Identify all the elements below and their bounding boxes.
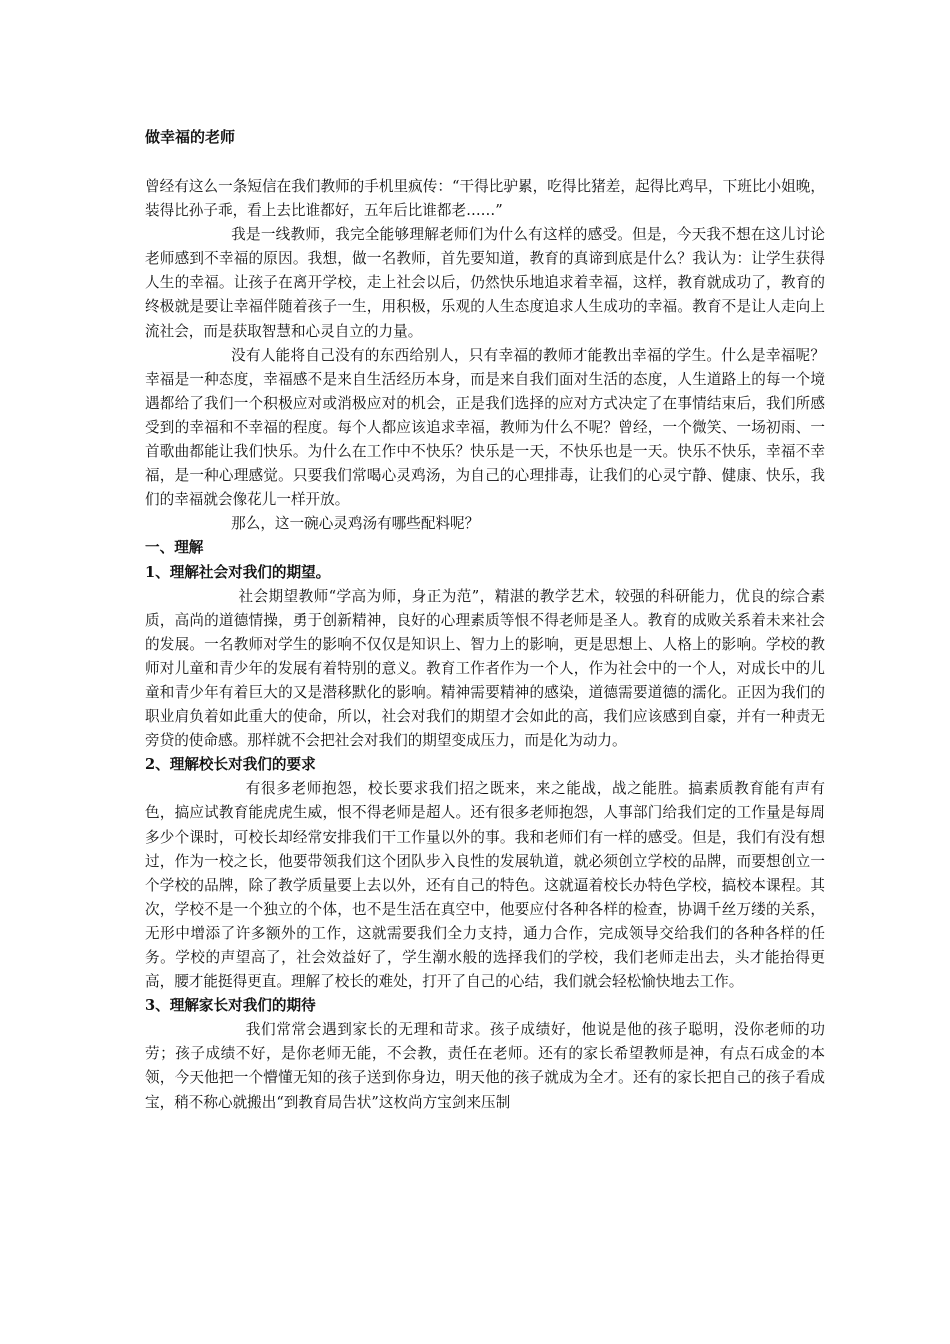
paragraph: 社会期望教师“学高为师，身正为范”，精湛的教学艺术，较强的科研能力，优良的综合素质，高尚的道德情操，勇于创新精神，良好的心理素质等恨不得老师是圣人。教育的成败关系着未来社会的发展。一名教师对学生的影响不仅仅是知识上、智力上的影响，更是思想上、人格上的影响。学校的教师对儿童和青少年的发展有着特别的意义。教育工作者作为一个人，作为社会中的一个人，对成长中的儿童和青少年有着巨大的又是潜移默化的影响。精神需要精神的感染，道德需要道德的濡化。正因为我们的职业肩负着如此重大的使命，所以，社会对我们的期望才会如此的高，我们应该感到自豪，并有一种责无旁贷的使命感。那样就不会把社会对我们的期望变成压力，而是化为动力。: [145, 587, 825, 750]
paragraph: 有很多老师抱怨，校长要求我们招之既来，来之能战，战之能胜。搞素质教育能有声有色，搞应试教育能虎虎生威，恨不得老师是超人。还有很多老师抱怨，人事部门给我们定的工作量是每周多少个课时，可校长却经常安排我们干工作量以外的事。我和老师们有一样的感受。但是，我们有没有想过，作为一校之长，他要带领我们这个团队步入良性的发展轨道，就必须创立学校的品牌，而要想创立一个学校的品牌，除了教学质量要上去以外，还有自己的特色。这就逼着校长办特色学校，搞校本课程。其次，学校不是一个独立的个体，也不是生活在真空中，他要应付各种各样的检查，协调千丝万缕的关系，无形中增添了许多额外的工作，这就需要我们全力支持，通力合作，完成领导交给我们的各种各样的任务。学校的声望高了，社会效益好了，学生潮水般的选择我们的学校，我们老师走出去，头才能抬得更高，腰才能挺得更直。理解了校长的难处，打开了自己的心结，我们就会轻松愉快地去工作。: [145, 780, 825, 991]
paragraph: 那么，这一碗心灵鸡汤有哪些配料呢？: [231, 515, 480, 533]
section-heading: 一、理解: [145, 539, 204, 557]
document-title: 做幸福的老师: [145, 128, 236, 146]
subsection-heading: 2、理解校长对我们的要求: [145, 756, 316, 774]
subsection-heading: 3、理解家长对我们的期待: [145, 997, 316, 1015]
paragraph-intro: 曾经有这么一条短信在我们教师的手机里疯传：“干得比驴累，吃得比猪差，起得比鸡早，下班比小姐晚，装得比孙子乖，看上去比谁都好，五年后比谁都老……”: [145, 178, 825, 220]
paragraph: 没有人能将自己没有的东西给别人，只有幸福的教师才能教出幸福的学生。什么是幸福呢？幸福是一种态度，幸福感不是来自生活经历本身，而是来自我们面对生活的态度，人生道路上的每一个境遇都给了我们一个积极应对或消极应对的机会，正是我们选择的应对方式决定了在事情结束后，我们所感受到的幸福和不幸福的程度。每个人都应该追求幸福，教师为什么不呢？曾经，一个微笑、一场初雨、一首歌曲都能让我们快乐。为什么在工作中不快乐？快乐是一天，不快乐也是一天。快乐不快乐，幸福不幸福，是一种心理感觉。只要我们常喝心灵鸡汤，为自己的心理排毒，让我们的心灵宁静、健康、快乐，我们的幸福就会像花儿一样开放。: [145, 346, 825, 509]
document-body: [145, 175, 825, 1115]
paragraph: 我们常常会遇到家长的无理和苛求。孩子成绩好，他说是他的孩子聪明，没你老师的功劳；孩子成绩不好，是你老师无能，不会教，责任在老师。还有的家长希望教师是神，有点石成金的本领，今天他把一个懵懂无知的孩子送到你身边，明天他的孩子就成为全才。还有的家长把自己的孩子看成宝，稍不称心就搬出“到教育局告状”这枚尚方宝剑来压制: [145, 1021, 825, 1111]
subsection-heading: 1、理解社会对我们的期望。: [145, 563, 331, 581]
paragraph: 我是一线教师，我完全能够理解老师们为什么有这样的感受。但是，今天我不想在这儿讨论老师感到不幸福的原因。我想，做一名教师，首先要知道，教育的真谛到底是什么？我认为：让学生获得人生的幸福。让孩子在离开学校，走上社会以后，仍然快乐地追求着幸福，这样，教育就成功了，教育的终极就是要让幸福伴随着孩子一生，用积极，乐观的人生态度追求人生成功的幸福。教育不是让人走向上流社会，而是获取智慧和心灵自立的力量。: [145, 226, 825, 340]
